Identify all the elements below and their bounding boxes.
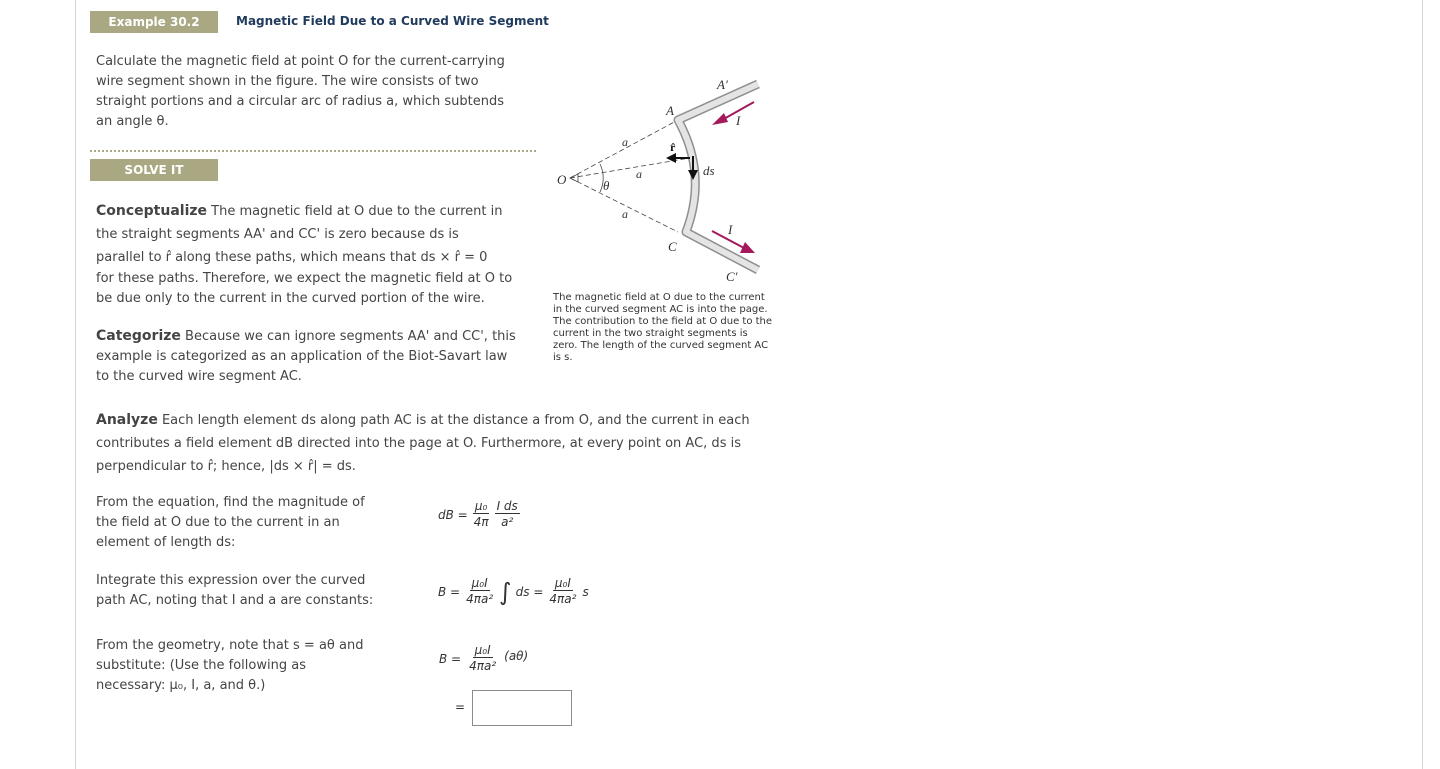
analyze-section: [96, 409, 776, 478]
eq-tail: (aθ): [504, 648, 529, 663]
categorize-section: [96, 326, 536, 387]
problem-line: straight portions and a circular arc of radius a, which subtends: [96, 94, 504, 109]
denominator: 4π: [473, 515, 489, 529]
solve-it-badge: SOLVE IT: [90, 159, 218, 181]
denominator: 4πa²: [469, 659, 497, 673]
fraction: [547, 576, 578, 607]
numerator: μ₀I: [474, 643, 491, 657]
caption-line: The contribution to the field at O due to the: [553, 316, 773, 327]
label-C-prime: C′: [726, 269, 738, 284]
numerator: I ds: [496, 499, 518, 513]
label-a-top: a: [622, 135, 628, 149]
conceptualize-line: parallel to r̂ along these paths, which means that ds × r̂ = 0: [96, 250, 488, 265]
step-3-text: [96, 636, 396, 696]
numerator: μ₀I: [554, 576, 571, 590]
radius-line-top: [570, 120, 678, 178]
numerator: μ₀I: [471, 576, 488, 590]
label-theta: θ: [603, 178, 610, 193]
step-line: From the geometry, note that s = aθ and: [96, 638, 364, 653]
eq-tail: s: [582, 584, 589, 599]
caption-line: The magnetic field at O due to the current: [553, 292, 765, 303]
step-line: necessary: μ₀, I, a, and θ.): [96, 678, 266, 693]
label-ds: ds: [703, 163, 715, 178]
section-divider: [90, 150, 536, 152]
analyze-line: Each length element ds along path AC is at the distance a from O, and the current in each: [157, 413, 750, 428]
analyze-heading: Analyze: [96, 412, 158, 428]
curved-wire-figure: [550, 70, 780, 290]
step-2-text: [96, 571, 396, 611]
equation-B-integral: [438, 576, 589, 607]
categorize-line: Because we can ignore segments AA' and CC', this: [180, 329, 516, 344]
denominator: a²: [501, 515, 514, 529]
step-line: element of length ds:: [96, 535, 236, 550]
problem-line: an angle θ.: [96, 114, 169, 129]
radius-line-bottom: [570, 178, 678, 232]
conceptualize-line: the straight segments AA' and CC' is zero because ds is: [96, 227, 459, 242]
label-A-prime: A′: [717, 77, 728, 92]
step-line: Integrate this expression over the curved: [96, 573, 366, 588]
label-C: C: [668, 239, 677, 254]
eq-lhs: B =: [439, 651, 462, 666]
conceptualize-line: be due only to the current in the curved portion of the wire.: [96, 291, 485, 306]
label-I-top: I: [736, 113, 741, 128]
categorize-line: to the curved wire segment AC.: [96, 369, 302, 384]
fraction: [495, 499, 520, 530]
label-a-mid: a: [636, 167, 642, 181]
denominator: 4πa²: [549, 592, 577, 606]
equation-dB: [438, 499, 520, 530]
integral-sign: ∫: [499, 577, 512, 606]
equation-B-substituted: [439, 643, 528, 674]
step-line: substitute: (Use the following as: [96, 658, 306, 673]
label-a-bottom: a: [622, 207, 628, 221]
current-arrowhead-top: [712, 113, 728, 125]
figure-caption: [553, 292, 783, 364]
example-badge: Example 30.2: [90, 11, 218, 33]
step-line: From the equation, find the magnitude of: [96, 495, 365, 510]
step-1-text: [96, 493, 396, 553]
conceptualize-line: for these paths. Therefore, we expect the magnetic field at O to: [96, 271, 513, 286]
problem-line: Calculate the magnetic field at point O for the current-carrying: [96, 54, 505, 69]
conceptualize-heading: Conceptualize: [96, 203, 208, 219]
problem-statement: [96, 52, 536, 132]
caption-line: is s.: [553, 352, 573, 363]
analyze-line: contributes a field element dB directed into the page at O. Furthermore, at every point on AC, ds is: [96, 436, 741, 451]
numerator: μ₀: [474, 499, 488, 513]
caption-line: zero. The length of the curved segment AC: [553, 340, 769, 351]
fraction: [472, 499, 491, 530]
answer-input[interactable]: [472, 690, 572, 726]
denominator: 4πa²: [466, 592, 494, 606]
eq-lhs: dB =: [438, 507, 468, 522]
fraction: [467, 643, 498, 674]
label-I-bottom: I: [728, 222, 733, 237]
eq-lhs: B =: [438, 584, 461, 599]
fraction: [464, 576, 495, 607]
caption-line: current in the two straight segments is: [553, 328, 748, 339]
conceptualize-section: [96, 200, 536, 309]
wire: [678, 84, 758, 270]
label-A: A: [666, 103, 674, 118]
caption-line: in the curved segment AC is into the page.: [553, 304, 768, 315]
categorize-heading: Categorize: [96, 328, 181, 344]
analyze-line: perpendicular to r̂; hence, |ds × r̂| = ds.: [96, 459, 356, 474]
label-O: O: [557, 172, 567, 187]
example-title: Magnetic Field Due to a Curved Wire Segment: [236, 14, 549, 28]
answer-equals: =: [455, 700, 466, 714]
categorize-line: example is categorized as an application of the Biot-Savart law: [96, 349, 508, 364]
conceptualize-line: The magnetic field at O due to the current in: [207, 204, 503, 219]
step-line: path AC, noting that I and a are constants:: [96, 593, 374, 608]
problem-line: wire segment shown in the figure. The wire consists of two: [96, 74, 479, 89]
step-line: the field at O due to the current in an: [96, 515, 340, 530]
label-r-hat: r̂: [670, 140, 676, 154]
eq-mid: ds =: [515, 584, 544, 599]
